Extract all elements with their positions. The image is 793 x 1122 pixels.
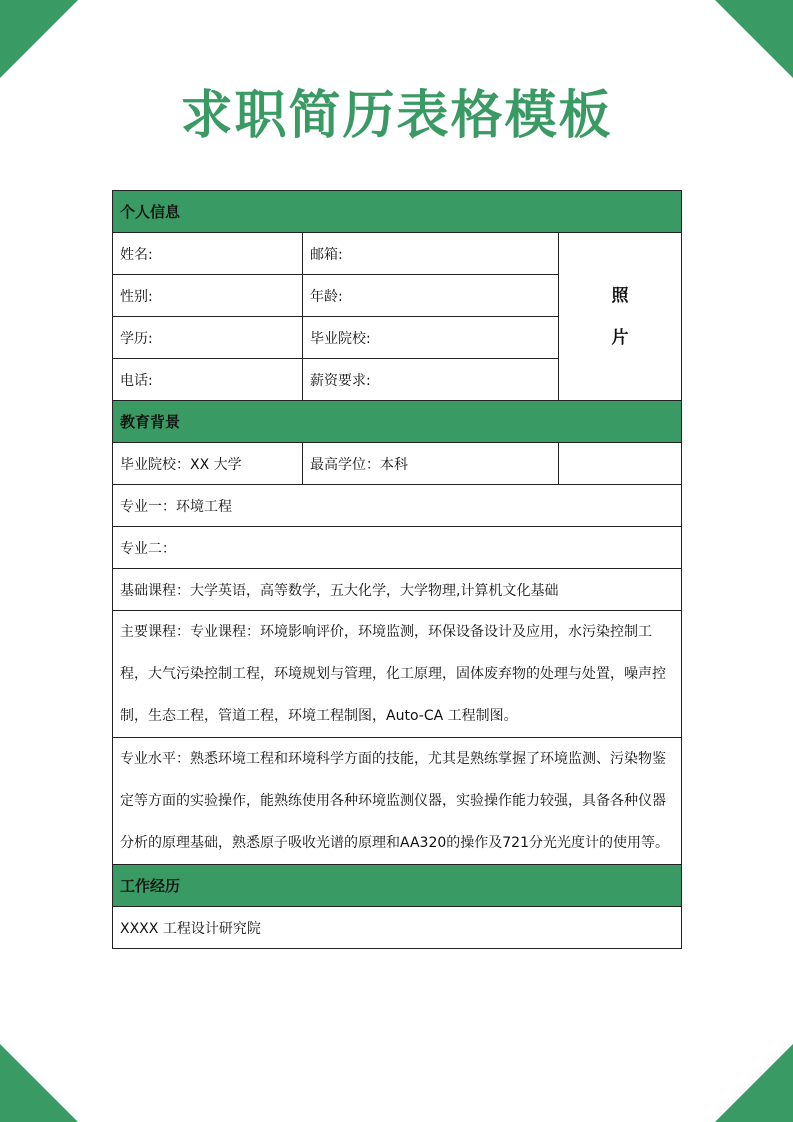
- work-item: XXXX 工程设计研究院: [113, 907, 682, 949]
- field-education: 学历:: [113, 317, 303, 359]
- photo-label-line2: 片: [611, 327, 629, 348]
- field-age: 年龄:: [303, 275, 559, 317]
- resume-table: [112, 190, 682, 949]
- edu-major-2: 专业二：: [113, 527, 682, 569]
- edu-major-1: 专业一：环境工程: [113, 485, 682, 527]
- edu-school: 毕业院校：XX 大学: [113, 443, 303, 485]
- section-title-personal: 个人信息: [113, 191, 682, 233]
- edu-skill-level: 专业水平：熟悉环境工程和环境科学方面的技能，尤其是熟练掌握了环境监测、污染物鉴定等方面的实验操作，能熟练使用各种环境监测仪器，实验操作能力较强，具备各种仪器分析的原理基础，熟悉原子吸收光谱的原理和AA320的操作及721分光光度计的使用等。: [113, 738, 682, 865]
- section-header-personal: [113, 191, 682, 233]
- edu-degree: 最高学位：本科: [303, 443, 559, 485]
- field-email: 邮箱:: [303, 233, 559, 275]
- edu-main-courses: 主要课程：专业课程：环境影响评价，环境监测，环保设备设计及应用，水污染控制工程，大气污染控制工程，环境规划与管理，化工原理，固体废弃物的处理与处置，噪声控制，生态工程，管道工程，环境工程制图，Auto-CA 工程制图。: [113, 611, 682, 738]
- corner-decoration-bottom-right: [715, 1044, 793, 1122]
- photo-label-line1: 照: [611, 285, 629, 306]
- field-gender: 性别:: [113, 275, 303, 317]
- section-header-work: [113, 865, 682, 907]
- section-header-education: [113, 401, 682, 443]
- field-phone: 电话:: [113, 359, 303, 401]
- corner-decoration-top-left: [0, 0, 78, 78]
- edu-empty-cell: [559, 443, 682, 485]
- section-title-work: 工作经历: [113, 865, 682, 907]
- edu-basic-courses: 基础课程：大学英语，高等数学，五大化学，大学物理,计算机文化基础: [113, 569, 682, 611]
- corner-decoration-top-right: [715, 0, 793, 78]
- corner-decoration-bottom-left: [0, 1044, 78, 1122]
- page-title: 求职简历表格模板: [180, 86, 613, 146]
- field-salary: 薪资要求:: [303, 359, 559, 401]
- field-school: 毕业院校:: [303, 317, 559, 359]
- field-name: 姓名:: [113, 233, 303, 275]
- section-title-education: 教育背景: [113, 401, 682, 443]
- photo-placeholder: [559, 233, 682, 401]
